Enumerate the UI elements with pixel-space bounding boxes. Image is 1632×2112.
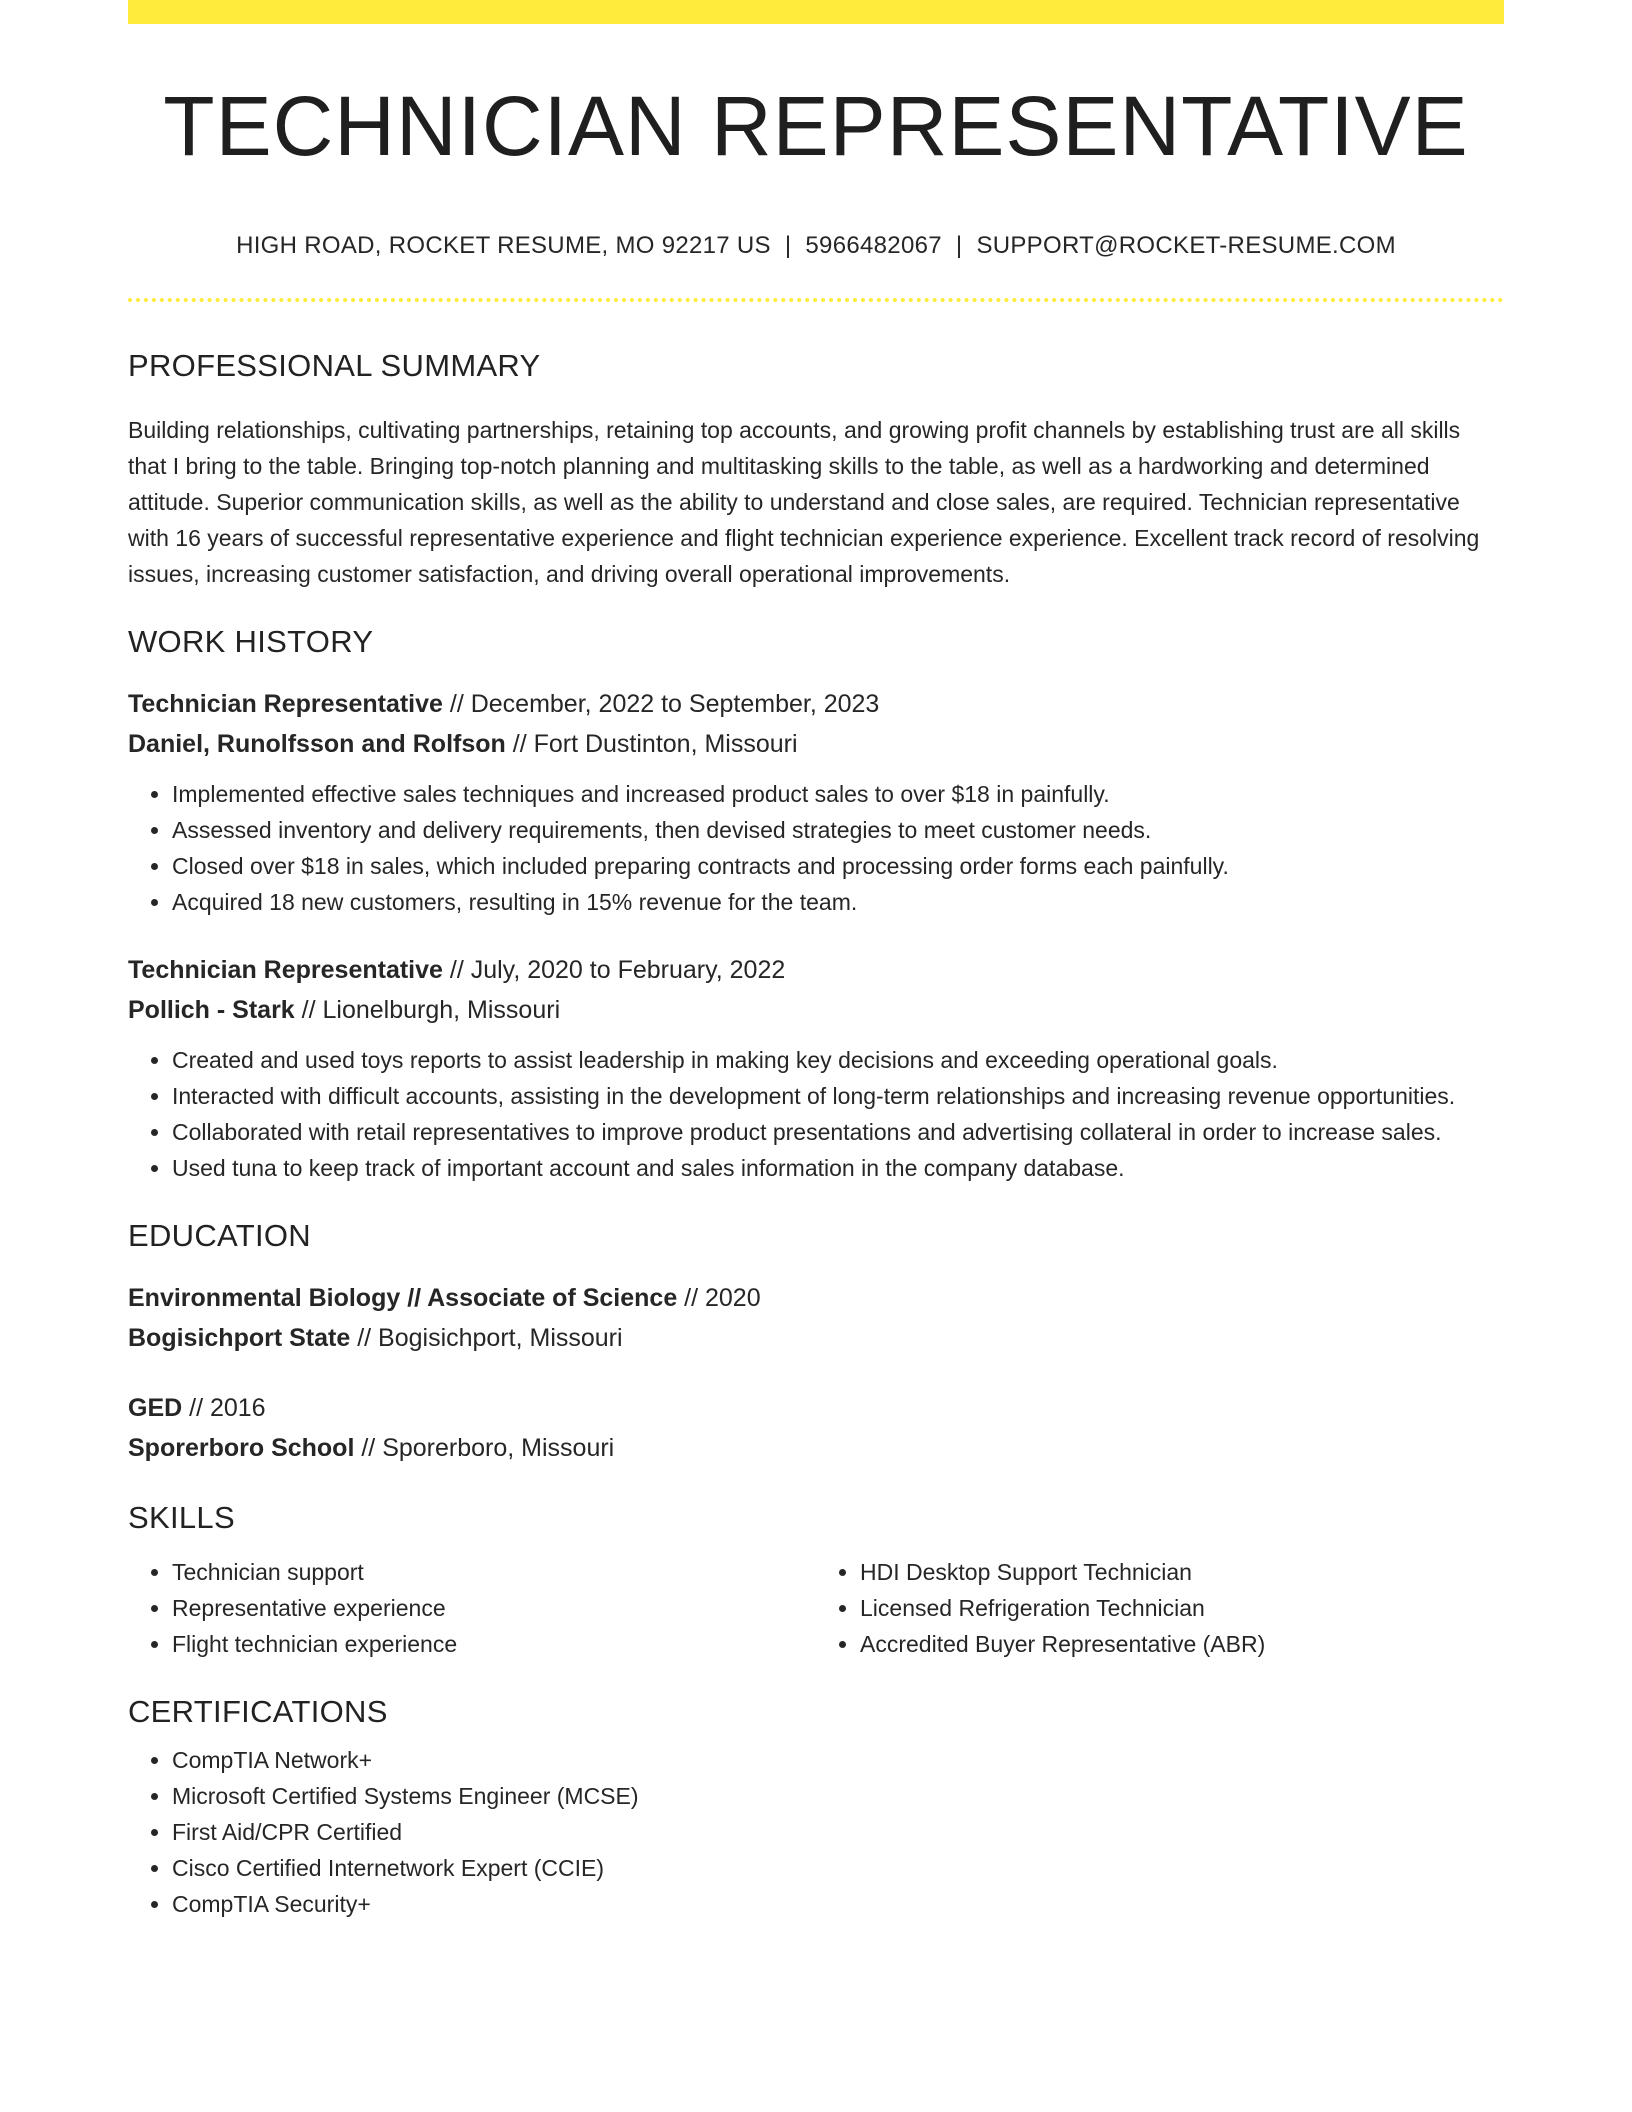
education-location: // Bogisichport, Missouri (350, 1324, 623, 1352)
education-year: // 2016 (182, 1394, 266, 1422)
job-bullet: • Interacted with difficult accounts, assisting in the development of long-term relationships and increasing revenue opportunities. (172, 1078, 1504, 1114)
job-bullet: • Used tuna to keep track of important account and sales information in the company database. (172, 1150, 1504, 1186)
education-entry (128, 1388, 1504, 1468)
contact-phone: 5966482067 (805, 232, 942, 259)
skill-item: • HDI Desktop Support Technician (860, 1554, 1504, 1590)
skill-item: • Licensed Refrigeration Technician (860, 1590, 1504, 1626)
job-entry (128, 684, 1504, 920)
skills-section (128, 1500, 1504, 1662)
skills-list-right (816, 1554, 1504, 1662)
education-heading: EDUCATION (128, 1218, 311, 1253)
job-company-line (128, 990, 1504, 1030)
summary-text: Building relationships, cultivating partnerships, retaining top accounts, and growing profit channels by establishing trust are all skills that I bring to the table. Bringing top-notch planning and multitasking skills to the table, as well as a hardworking and determined attitude. Superior communication skills, as well as the ability to understand and close sales, are required. Technician representative with 16 years of successful representative experience and flight technician experience experience. Excellent track record of resolving issues, increasing customer satisfaction, and driving overall operational improvements. (128, 417, 1480, 587)
education-school-line (128, 1428, 1504, 1468)
certifications-section (128, 1694, 1504, 1922)
job-dates: // July, 2020 to February, 2022 (442, 956, 786, 984)
contact-line (128, 232, 1504, 260)
certification-item: • First Aid/CPR Certified (172, 1814, 1504, 1850)
work-history-heading: WORK HISTORY (128, 624, 374, 659)
skills-columns (128, 1554, 1504, 1662)
education-degree-line (128, 1388, 1504, 1428)
skill-item: • Accredited Buyer Representative (ABR) (860, 1626, 1504, 1662)
education-location: // Sporerboro, Missouri (354, 1434, 615, 1462)
job-bullet: • Assessed inventory and delivery requirements, then devised strategies to meet customer needs. (172, 812, 1504, 848)
job-title-line (128, 950, 1504, 990)
education-degree: GED (128, 1394, 183, 1422)
contact-address: HIGH ROAD, ROCKET RESUME, MO 92217 US (236, 232, 771, 259)
education-degree: Environmental Biology // Associate of Science (128, 1284, 678, 1312)
education-degree-line (128, 1278, 1504, 1318)
education-school: Sporerboro School (128, 1434, 355, 1462)
skills-heading: SKILLS (128, 1500, 235, 1535)
job-location: // Fort Dustinton, Missouri (505, 730, 798, 758)
skills-list-left (128, 1554, 816, 1662)
certifications-list (128, 1742, 1504, 1922)
job-bullet: • Closed over $18 in sales, which included preparing contracts and processing order forms each painfully. (172, 848, 1504, 884)
job-bullet: • Collaborated with retail representatives to improve product presentations and advertising collateral in order to increase sales. (172, 1114, 1504, 1150)
certification-item: • Microsoft Certified Systems Engineer (MCSE) (172, 1778, 1504, 1814)
job-bullets (128, 1042, 1504, 1186)
job-title-line (128, 684, 1504, 724)
skill-item: • Representative experience (172, 1590, 816, 1626)
job-bullet: • Acquired 18 new customers, resulting in 15% revenue for the team. (172, 884, 1504, 920)
education-school-line (128, 1318, 1504, 1358)
candidate-name: TECHNICIAN REPRESENTATIVE (163, 79, 1469, 173)
skill-item: • Technician support (172, 1554, 816, 1590)
certification-item: • CompTIA Security+ (172, 1886, 1504, 1922)
certifications-heading: CERTIFICATIONS (128, 1694, 388, 1729)
education-school: Bogisichport State (128, 1324, 351, 1352)
contact-separator: | (955, 232, 963, 259)
job-bullets (128, 776, 1504, 920)
contact-separator: | (784, 232, 792, 259)
dotted-divider (128, 298, 1504, 302)
education-entry (128, 1278, 1504, 1358)
skill-item: • Flight technician experience (172, 1626, 816, 1662)
job-dates: // December, 2022 to September, 2023 (442, 690, 880, 718)
work-history-section (128, 624, 1504, 1186)
job-bullet: • Implemented effective sales techniques and increased product sales to over $18 in painfully. (172, 776, 1504, 812)
certification-item: • CompTIA Network+ (172, 1742, 1504, 1778)
job-company: Pollich - Stark (128, 996, 295, 1024)
certification-item: • Cisco Certified Internetwork Expert (CCIE) (172, 1850, 1504, 1886)
job-company: Daniel, Runolfsson and Rolfson (128, 730, 506, 758)
education-year: // 2020 (677, 1284, 761, 1312)
summary-heading: PROFESSIONAL SUMMARY (128, 348, 541, 383)
resume-page (128, 0, 1504, 1922)
job-role: Technician Representative (128, 690, 443, 718)
accent-top-bar (128, 0, 1504, 24)
job-company-line (128, 724, 1504, 764)
job-entry (128, 950, 1504, 1186)
education-section (128, 1218, 1504, 1468)
job-role: Technician Representative (128, 956, 443, 984)
job-location: // Lionelburgh, Missouri (294, 996, 561, 1024)
job-bullet: • Created and used toys reports to assist leadership in making key decisions and exceeding operational goals. (172, 1042, 1504, 1078)
contact-email: SUPPORT@ROCKET-RESUME.COM (976, 232, 1396, 259)
